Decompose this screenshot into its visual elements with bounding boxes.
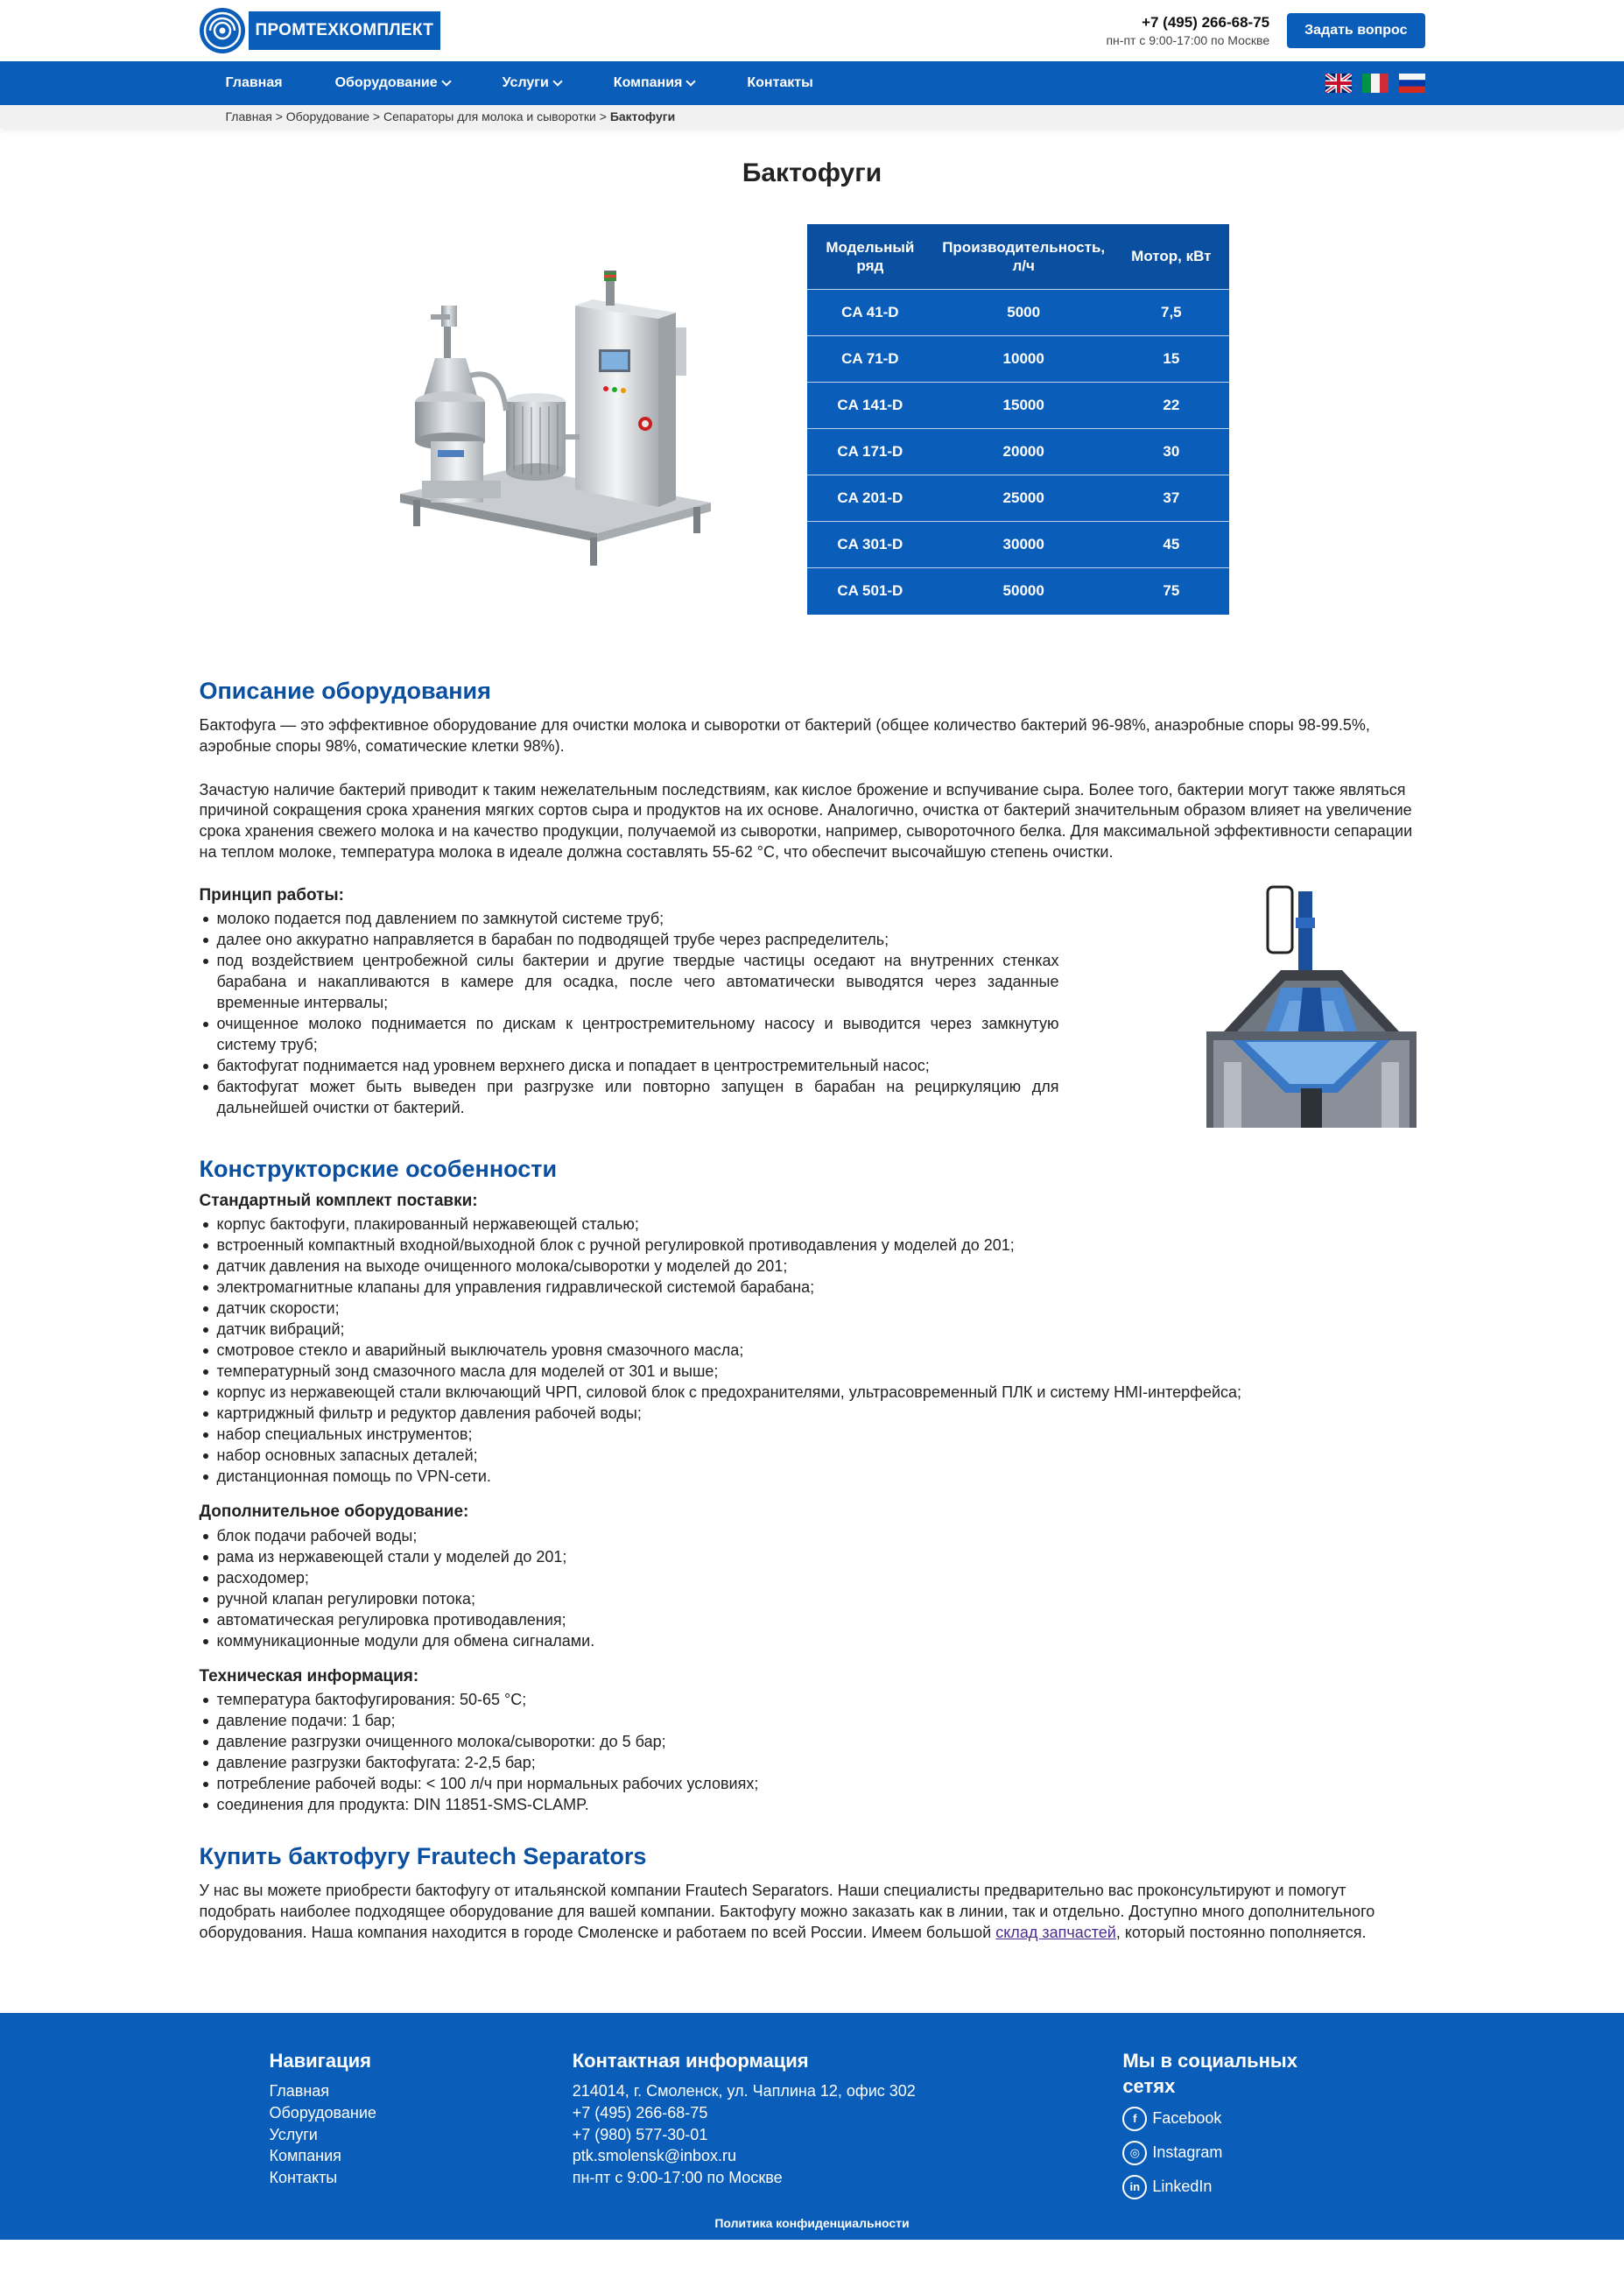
list-item: расходомер; (200, 1567, 1425, 1588)
standard-kit-list (200, 1214, 1425, 1487)
table-row (807, 383, 1229, 429)
list-item: набор основных запасных деталей; (200, 1445, 1425, 1466)
specs-cell-motor: 45 (1114, 522, 1228, 568)
nav-item-company[interactable] (614, 74, 695, 92)
breadcrumb (200, 105, 1425, 128)
list-item: рама из нержавеющей стали у моделей до 201; (200, 1546, 1425, 1567)
main-navbar (0, 61, 1624, 105)
instagram-icon: ◎ (1122, 2141, 1147, 2165)
list-item: потребление рабочей воды: < 100 л/ч при нормальных рабочих условиях; (200, 1773, 1425, 1794)
specs-cell-capacity: 10000 (933, 336, 1114, 383)
specs-cell-capacity: 50000 (933, 568, 1114, 615)
buy-heading: Купить бактофугу Frautech Separators (199, 1842, 647, 1869)
list-item: бактофугат поднимается над уровнем верхнего диска и попадает в центростремительный насос; (200, 1055, 1059, 1076)
list-item: молоко подается под давлением по замкнутой системе труб; (200, 908, 1059, 929)
specs-cell-model: CA 501-D (807, 568, 934, 615)
footer-hours: пн-пт с 9:00-17:00 по Москве (572, 2168, 783, 2186)
breadcrumb-bar (0, 105, 1624, 128)
nav-item-label: Оборудование (334, 75, 438, 91)
specs-table (807, 224, 1229, 615)
additional-equipment-list (200, 1525, 1425, 1651)
privacy-policy-link[interactable]: Политика конфиденциальности (714, 2215, 910, 2230)
language-switcher (1325, 74, 1425, 93)
footer-nav-equipment[interactable]: Оборудование (269, 2104, 376, 2122)
principle-heading: Принцип работы: (199, 885, 344, 904)
specs-cell-model: CA 301-D (807, 522, 934, 568)
list-item: встроенный компактный входной/выходной блок с ручной регулировкой противодавления у моделей до 201; (200, 1235, 1425, 1256)
breadcrumb-separator: > (599, 109, 607, 123)
footer-phone-2[interactable]: +7 (980) 577-30-01 (572, 2125, 708, 2143)
logo-text: ПРОМТЕХКОМПЛЕКТ (249, 11, 441, 49)
nav-item-label: Компания (613, 75, 683, 91)
list-item: температура бактофугирования: 50-65 °С; (200, 1689, 1425, 1710)
footer-address: 214014, г. Смоленск, ул. Чаплина 12, офис 302 (572, 2082, 916, 2101)
list-item: коммуникационные модули для обмена сигналами. (200, 1630, 1425, 1651)
breadcrumb-separator: > (372, 109, 381, 123)
russian-flag-icon[interactable] (1399, 74, 1425, 93)
footer-nav-services[interactable]: Услуги (269, 2125, 318, 2143)
list-item: давление разгрузки бактофугата: 2-2,5 бар; (200, 1752, 1425, 1773)
list-item: датчик скорости; (200, 1298, 1425, 1319)
list-item: автоматическая регулировка противодавления; (200, 1609, 1425, 1630)
specs-cell-motor: 15 (1114, 336, 1228, 383)
list-item: смотровое стекло и аварийный выключатель уровня смазочного масла; (200, 1340, 1425, 1361)
footer-contacts (573, 2048, 1123, 2208)
description-paragraph: Бактофуга — это эффективное оборудование для очистки молока и сыворотки от бактерий (общее количество бактерий 96-98%, анаэробные споры 98-99.5%, аэробные споры 98%, соматические клетки 98%). (199, 716, 1370, 755)
footer-email[interactable]: ptk.smolensk@inbox.ru (572, 2147, 737, 2165)
ask-question-button[interactable]: Задать вопрос (1287, 13, 1424, 48)
social-label: LinkedIn (1152, 2177, 1213, 2195)
breadcrumb-current: Бактофуги (609, 109, 676, 123)
list-item: блок подачи рабочей воды; (200, 1525, 1425, 1546)
list-item: соединения для продукта: DIN 11851-SMS-CLAMP. (200, 1794, 1425, 1815)
specs-cell-capacity: 30000 (933, 522, 1114, 568)
specs-cell-motor: 75 (1114, 568, 1228, 615)
nav-item-label: Главная (225, 75, 283, 91)
header-phone[interactable]: +7 (495) 266-68-75 (1142, 13, 1270, 31)
facebook-icon: f (1122, 2107, 1147, 2131)
buy-text: У нас вы можете приобрести бактофугу от итальянской компании Frautech Separators. Наши специалисты предварительно вас проконсультируют и помогут подобрать наиболее подходящее оборудование для вашей компании. Бактофугу можно заказать как в линии, так и отдельно. Доступно много дополнительного оборудования. Наша компания находится в городе Смоленске и работаем по всей России. Имеем большой (199, 1882, 1375, 1941)
tech-info-list (200, 1689, 1425, 1815)
site-footer (0, 2013, 1624, 2240)
footer-contacts-heading: Контактная информация (572, 2050, 809, 2072)
chevron-down-icon (686, 76, 696, 86)
tech-info-heading: Техническая информация: (199, 1666, 419, 1685)
english-flag-icon[interactable] (1325, 74, 1352, 93)
buy-text-end: , который постоянно пополняется. (1115, 1923, 1367, 1941)
nav-item-label: Услуги (502, 75, 549, 91)
nav-item-label: Контакты (747, 75, 813, 91)
specs-cell-model: CA 71-D (807, 336, 934, 383)
footer-navigation (270, 2048, 573, 2208)
design-heading: Конструкторские особенности (199, 1155, 558, 1182)
list-item: корпус из нержавеющей стали включающий ЧРП, силовой блок с предохранителями, ультрасовременный ПЛК и систему HMI-интерфейса; (200, 1382, 1425, 1403)
principle-section (200, 884, 1425, 1128)
list-item: под воздействием центробежной силы бактерии и другие твердые частицы оседают на внутренних стенках барабана и накапливаются в камере для осадка, после чего автоматически выводятся через заданные временные интервалы; (200, 950, 1059, 1013)
list-item: корпус бактофуги, плакированный нержавеющей сталью; (200, 1214, 1425, 1235)
list-item: температурный зонд смазочного масла для моделей от 301 и выше; (200, 1361, 1425, 1382)
instagram-link[interactable] (1122, 2141, 1354, 2165)
linkedin-link[interactable] (1122, 2175, 1354, 2199)
specs-header-model: Модельный ряд (807, 224, 934, 290)
list-item: давление разгрузки очищенного молока/сыворотки: до 5 бар; (200, 1731, 1425, 1752)
main-content (200, 156, 1425, 1943)
page-title: Бактофуги (742, 158, 882, 187)
list-item: датчик давления на выходе очищенного молока/сыворотки у моделей до 201; (200, 1256, 1425, 1277)
nav-item-services[interactable] (503, 74, 561, 92)
linkedin-icon: in (1122, 2175, 1147, 2199)
header-contact (1106, 13, 1269, 49)
footer-phone-1[interactable]: +7 (495) 266-68-75 (572, 2104, 708, 2122)
table-row (807, 568, 1229, 615)
breadcrumb-home[interactable]: Главная (225, 109, 272, 123)
header-hours: пн-пт с 9:00-17:00 по Москве (1106, 32, 1270, 47)
social-label: Facebook (1152, 2108, 1222, 2127)
footer-nav-heading: Навигация (269, 2050, 371, 2072)
list-item: ручной клапан регулировки потока; (200, 1588, 1425, 1609)
table-row (807, 336, 1229, 383)
table-row (807, 429, 1229, 475)
chevron-down-icon (552, 76, 562, 86)
list-item: картриджный фильтр и редуктор давления рабочей воды; (200, 1403, 1425, 1424)
specs-cell-capacity: 5000 (933, 290, 1114, 336)
italian-flag-icon[interactable] (1362, 74, 1388, 93)
footer-nav-contacts[interactable]: Контакты (269, 2168, 338, 2186)
list-item: бактофугат может быть выведен при разгрузке или повторно запущен в барабан на рециркуляцию для дальнейшей очистки от бактерий. (200, 1076, 1059, 1118)
breadcrumb-separators[interactable]: Сепараторы для молока и сыворотки (383, 109, 596, 123)
specs-cell-motor: 7,5 (1114, 290, 1228, 336)
list-item: электромагнитные клапаны для управления гидравлической системой барабана; (200, 1277, 1425, 1298)
buy-paragraph (200, 1881, 1425, 1943)
top-header (0, 0, 1624, 61)
footer-social-heading: Мы в социальных сетях (1122, 2050, 1297, 2098)
nav-item-equipment[interactable] (335, 74, 450, 92)
footer-nav-company[interactable]: Компания (269, 2147, 341, 2165)
table-row (807, 290, 1229, 336)
principle-list (200, 908, 1059, 1118)
separator-cross-section-image (1198, 883, 1425, 1128)
list-item: дистанционная помощь по VPN-сети. (200, 1466, 1425, 1487)
list-item: далее оно аккуратно направляется в барабан по подводящей трубе через распределитель; (200, 929, 1059, 950)
social-label: Instagram (1152, 2143, 1223, 2161)
nav-item-home[interactable] (226, 74, 283, 92)
table-row (807, 475, 1229, 522)
specs-cell-model: CA 141-D (807, 383, 934, 429)
logo-emblem-icon (200, 8, 245, 53)
specs-cell-capacity: 20000 (933, 429, 1114, 475)
list-item: очищенное молоко поднимается по дискам к центростремительному насосу и выводится через замкнутую систему труб; (200, 1013, 1059, 1055)
specs-header-motor: Мотор, кВт (1114, 224, 1228, 290)
table-row (807, 522, 1229, 568)
chevron-down-icon (441, 76, 451, 86)
description-heading: Описание оборудования (199, 677, 491, 704)
breadcrumb-equipment[interactable]: Оборудование (285, 109, 369, 123)
main-nav (200, 74, 813, 92)
standard-kit-heading: Стандартный комплект поставки: (199, 1192, 478, 1211)
specs-cell-capacity: 15000 (933, 383, 1114, 429)
footer-social (1122, 2048, 1354, 2208)
specs-cell-model: CA 41-D (807, 290, 934, 336)
specs-cell-motor: 37 (1114, 475, 1228, 522)
list-item: датчик вибраций; (200, 1319, 1425, 1340)
specs-cell-capacity: 25000 (933, 475, 1114, 522)
nav-item-contacts[interactable] (747, 74, 812, 92)
breadcrumb-separator: > (275, 109, 283, 123)
footer-nav-home[interactable]: Главная (269, 2082, 330, 2101)
specs-cell-motor: 30 (1114, 429, 1228, 475)
bactofuge-machine-image (396, 271, 711, 568)
list-item: давление подачи: 1 бар; (200, 1710, 1425, 1731)
site-logo[interactable] (200, 8, 441, 53)
specs-cell-model: CA 171-D (807, 429, 934, 475)
specs-header-capacity: Производительность, л/ч (933, 224, 1114, 290)
additional-equipment-heading: Дополнительное оборудование: (199, 1502, 469, 1522)
list-item: набор специальных инструментов; (200, 1424, 1425, 1445)
specs-cell-motor: 22 (1114, 383, 1228, 429)
specs-header-row (807, 224, 1229, 290)
description-paragraph: Зачастую наличие бактерий приводит к таким нежелательным последствиям, как кислое брожение и вспучивание сыра. Более того, бактерии могут также являться причиной сокращения срока хранения мягких сортов сыра и продуктов на их основе. Аналогично, очистка от бактерий значительным образом влияет на увеличение срока хранения свежего молока и на качество продукции, получаемой из сыворотки, например, сывороточного белка. Для максимальной эффективности сепарации на теплом молоке, температура молока в идеале должна составлять 55-62 °С, что обеспечит высочайшую степень очистки. (199, 780, 1413, 861)
spare-parts-link[interactable]: склад запчастей (995, 1923, 1116, 1941)
facebook-link[interactable] (1122, 2107, 1354, 2131)
product-overview (200, 224, 1425, 615)
specs-cell-model: CA 201-D (807, 475, 934, 522)
